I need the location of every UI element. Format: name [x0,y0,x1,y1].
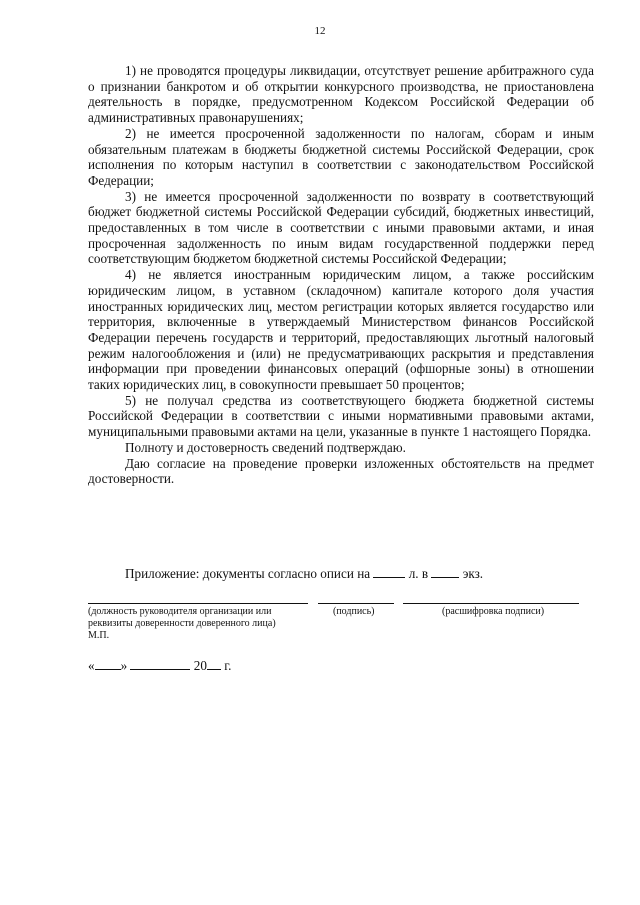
page-number: 12 [314,25,326,37]
paragraph-condition-5: 5) не получал средства из соответствующего бюджета бюджетной системы Российской Федерации в соответствии с иными нормативными правовыми актами, муниципальными правовыми актами на цели, указанные в пункте 1 настоящего Порядка. [88,392,594,440]
decoding-line [403,603,579,604]
year-suffix: г. [224,658,232,673]
year-prefix: 20 [193,658,207,673]
attachment-prefix: Приложение: документы согласно описи на [125,566,371,581]
position-caption: (должность руководителя организации или реквизиты доверенности доверенного лица) [88,606,276,629]
document-body [88,63,594,487]
attachment-suffix: экз. [462,566,484,581]
paragraph-condition-4: 4) не является иностранным юридическим лицом, а также российским юридическим лицом, в уставном (складочном) капитале которого доля участия иностранных юридических лиц, местом регистрации которых является государство или территория, включенные в утверждаемый Министерством финансов Российской Федерации перечень государств и территорий, предоставляющих льготный налоговый режим налогообложения и (или) не предусматривающих раскрытия и представления информации при проведении финансовых операций (офшорные зоны) в отношении таких юридических лиц, в совокупности превышает 50 процентов; [88,267,594,393]
decoding-caption: (расшифровка подписи) [442,606,545,617]
date-line [88,657,231,674]
position-line [88,603,308,604]
date-open-quote: « [88,658,95,673]
month-blank [130,657,190,670]
signature-line [318,603,394,604]
year-blank [207,657,221,670]
date-close-quote: » [120,658,128,673]
attachment-middle: л. в [408,566,429,581]
copies-count-blank [431,565,459,578]
paragraph-condition-3: 3) не имеется просроченной задолженности по возврату в соответствующий бюджет бюджетной системы Российской Федерации субсидий, бюджетных инвестиций, предоставленных в том числе в соответствии с иными правовыми актами, и иная просроченная задолженность по иным видам государственной поддержки перед соответствующим бюджетом бюджетной системы Российской Федерации; [88,188,594,267]
day-blank [95,657,121,670]
paragraph-consent: Даю согласие на проведение проверки изложенных обстоятельств на предмет достоверности. [88,455,594,487]
paragraph-condition-2: 2) не имеется просроченной задолженности по налогам, сборам и иным обязательным платежам в бюджеты бюджетной системы Российской Федерации, срок исполнения по которым наступил в соответствии с законодательством Российской Федерации; [88,125,594,188]
paragraph-confirmation: Полноту и достоверность сведений подтверждаю. [125,439,406,455]
stamp-place: М.П. [88,630,110,641]
attachment-line [125,565,483,582]
paragraph-condition-1: 1) не проводятся процедуры ликвидации, отсутствует решение арбитражного суда о признании банкротом и об открытии конкурсного производства, не приостановлена деятельность в порядке, предусмотренном Кодексом Российской Федерации об административных правонарушениях; [88,63,594,126]
signature-caption: (подпись) [333,606,375,617]
pages-count-blank [373,565,405,578]
